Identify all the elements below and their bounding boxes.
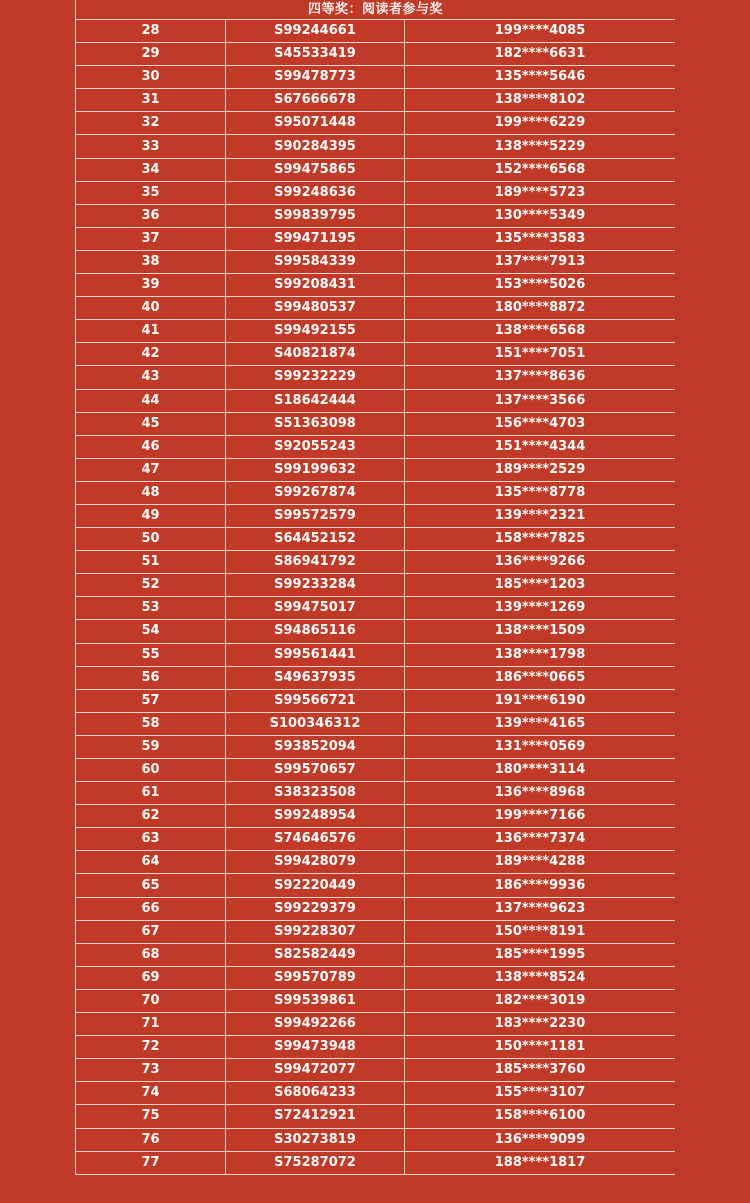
- phone-number-cell: 151****7051: [405, 343, 676, 366]
- row-number-cell: 39: [76, 274, 226, 297]
- row-number-cell: 40: [76, 297, 226, 320]
- table-row: [76, 874, 676, 897]
- member-id-cell: S51363098: [226, 412, 405, 435]
- member-id-cell: S92220449: [226, 874, 405, 897]
- phone-number-cell: 138****1509: [405, 620, 676, 643]
- phone-number-cell: 180****3114: [405, 759, 676, 782]
- phone-number-cell: 135****8778: [405, 481, 676, 504]
- phone-number-cell: 189****4288: [405, 851, 676, 874]
- row-number-cell: 73: [76, 1059, 226, 1082]
- row-number-cell: 28: [76, 20, 226, 43]
- phone-number-cell: 153****5026: [405, 274, 676, 297]
- phone-number-cell: 199****4085: [405, 20, 676, 43]
- phone-number-cell: 131****0569: [405, 735, 676, 758]
- member-id-cell: S99839795: [226, 204, 405, 227]
- phone-number-cell: 186****0665: [405, 666, 676, 689]
- table-row: [76, 227, 676, 250]
- row-number-cell: 67: [76, 920, 226, 943]
- member-id-cell: S90284395: [226, 135, 405, 158]
- member-id-cell: S99475865: [226, 158, 405, 181]
- member-id-cell: S49637935: [226, 666, 405, 689]
- member-id-cell: S99472077: [226, 1059, 405, 1082]
- row-number-cell: 41: [76, 320, 226, 343]
- phone-number-cell: 130****5349: [405, 204, 676, 227]
- table-row: [76, 851, 676, 874]
- table-row: [76, 666, 676, 689]
- table-row: [76, 435, 676, 458]
- table-row: [76, 250, 676, 273]
- row-number-cell: 63: [76, 828, 226, 851]
- row-number-cell: 54: [76, 620, 226, 643]
- table-row: [76, 782, 676, 805]
- table-row: [76, 20, 676, 43]
- phone-number-cell: 138****8102: [405, 89, 676, 112]
- row-number-cell: 33: [76, 135, 226, 158]
- table-row: [76, 1013, 676, 1036]
- table-row: [76, 920, 676, 943]
- row-number-cell: 43: [76, 366, 226, 389]
- row-number-cell: 64: [76, 851, 226, 874]
- member-id-cell: S99428079: [226, 851, 405, 874]
- member-id-cell: S82582449: [226, 943, 405, 966]
- member-id-cell: S99248954: [226, 805, 405, 828]
- table-row: [76, 759, 676, 782]
- phone-number-cell: 138****1798: [405, 643, 676, 666]
- member-id-cell: S99584339: [226, 250, 405, 273]
- table-row: [76, 643, 676, 666]
- member-id-cell: S99233284: [226, 574, 405, 597]
- phone-number-cell: 189****5723: [405, 181, 676, 204]
- table-row: [76, 712, 676, 735]
- row-number-cell: 36: [76, 204, 226, 227]
- table-row: [76, 1151, 676, 1174]
- phone-number-cell: 183****2230: [405, 1013, 676, 1036]
- member-id-cell: S75287072: [226, 1151, 405, 1174]
- table-row: [76, 458, 676, 481]
- member-id-cell: S40821874: [226, 343, 405, 366]
- table-row: [76, 1036, 676, 1059]
- row-number-cell: 72: [76, 1036, 226, 1059]
- row-number-cell: 45: [76, 412, 226, 435]
- table-row: [76, 551, 676, 574]
- phone-number-cell: 138****8524: [405, 966, 676, 989]
- member-id-cell: S86941792: [226, 551, 405, 574]
- phone-number-cell: 155****3107: [405, 1082, 676, 1105]
- table-row: [76, 1105, 676, 1128]
- phone-number-cell: 135****3583: [405, 227, 676, 250]
- member-id-cell: S99228307: [226, 920, 405, 943]
- row-number-cell: 49: [76, 504, 226, 527]
- table-row: [76, 112, 676, 135]
- phone-number-cell: 186****9936: [405, 874, 676, 897]
- row-number-cell: 50: [76, 528, 226, 551]
- row-number-cell: 31: [76, 89, 226, 112]
- phone-number-cell: 152****6568: [405, 158, 676, 181]
- row-number-cell: 30: [76, 66, 226, 89]
- table-row: [76, 989, 676, 1012]
- row-number-cell: 77: [76, 1151, 226, 1174]
- phone-number-cell: 138****5229: [405, 135, 676, 158]
- row-number-cell: 71: [76, 1013, 226, 1036]
- member-id-cell: S99248636: [226, 181, 405, 204]
- member-id-cell: S99570789: [226, 966, 405, 989]
- phone-number-cell: 189****2529: [405, 458, 676, 481]
- table-row: [76, 89, 676, 112]
- phone-number-cell: 185****1203: [405, 574, 676, 597]
- table-row: [76, 43, 676, 66]
- row-number-cell: 75: [76, 1105, 226, 1128]
- row-number-cell: 59: [76, 735, 226, 758]
- member-id-cell: S99566721: [226, 689, 405, 712]
- table-row: [76, 343, 676, 366]
- phone-number-cell: 137****3566: [405, 389, 676, 412]
- member-id-cell: S99473948: [226, 1036, 405, 1059]
- member-id-cell: S30273819: [226, 1128, 405, 1151]
- member-id-cell: S99478773: [226, 66, 405, 89]
- table-row: [76, 297, 676, 320]
- member-id-cell: S99471195: [226, 227, 405, 250]
- row-number-cell: 58: [76, 712, 226, 735]
- table-row: [76, 1059, 676, 1082]
- winners-table: [75, 0, 675, 1175]
- table-row: [76, 66, 676, 89]
- member-id-cell: S99492266: [226, 1013, 405, 1036]
- row-number-cell: 62: [76, 805, 226, 828]
- member-id-cell: S99229379: [226, 897, 405, 920]
- member-id-cell: S67666678: [226, 89, 405, 112]
- member-id-cell: S94865116: [226, 620, 405, 643]
- phone-number-cell: 182****6631: [405, 43, 676, 66]
- row-number-cell: 74: [76, 1082, 226, 1105]
- row-number-cell: 48: [76, 481, 226, 504]
- table-row: [76, 135, 676, 158]
- row-number-cell: 70: [76, 989, 226, 1012]
- member-id-cell: S18642444: [226, 389, 405, 412]
- member-id-cell: S45533419: [226, 43, 405, 66]
- table-row: [76, 274, 676, 297]
- row-number-cell: 34: [76, 158, 226, 181]
- row-number-cell: 32: [76, 112, 226, 135]
- row-number-cell: 37: [76, 227, 226, 250]
- table-row: [76, 689, 676, 712]
- member-id-cell: S99539861: [226, 989, 405, 1012]
- row-number-cell: 61: [76, 782, 226, 805]
- member-id-cell: S64452152: [226, 528, 405, 551]
- phone-number-cell: 138****6568: [405, 320, 676, 343]
- table-row: [76, 620, 676, 643]
- member-id-cell: S99570657: [226, 759, 405, 782]
- table-row: [76, 943, 676, 966]
- prize-tier-title: 四等奖：阅读者参与奖: [76, 0, 676, 20]
- phone-number-cell: 136****7374: [405, 828, 676, 851]
- table-row: [76, 574, 676, 597]
- table-row: [76, 181, 676, 204]
- table-row: [76, 597, 676, 620]
- table-row: [76, 828, 676, 851]
- row-number-cell: 60: [76, 759, 226, 782]
- table-row: [76, 204, 676, 227]
- phone-number-cell: 188****1817: [405, 1151, 676, 1174]
- row-number-cell: 46: [76, 435, 226, 458]
- table-row: [76, 966, 676, 989]
- phone-number-cell: 150****8191: [405, 920, 676, 943]
- phone-number-cell: 139****1269: [405, 597, 676, 620]
- phone-number-cell: 135****5646: [405, 66, 676, 89]
- member-id-cell: S99244661: [226, 20, 405, 43]
- table-row: [76, 805, 676, 828]
- table-row: [76, 366, 676, 389]
- table-row: [76, 412, 676, 435]
- table-row: [76, 528, 676, 551]
- table-row: [76, 158, 676, 181]
- table-caption-row: [76, 0, 676, 20]
- row-number-cell: 44: [76, 389, 226, 412]
- phone-number-cell: 199****7166: [405, 805, 676, 828]
- table-row: [76, 735, 676, 758]
- phone-number-cell: 199****6229: [405, 112, 676, 135]
- row-number-cell: 29: [76, 43, 226, 66]
- row-number-cell: 55: [76, 643, 226, 666]
- phone-number-cell: 137****8636: [405, 366, 676, 389]
- member-id-cell: S99572579: [226, 504, 405, 527]
- member-id-cell: S72412921: [226, 1105, 405, 1128]
- row-number-cell: 68: [76, 943, 226, 966]
- row-number-cell: 52: [76, 574, 226, 597]
- row-number-cell: 56: [76, 666, 226, 689]
- table-row: [76, 389, 676, 412]
- member-id-cell: S99480537: [226, 297, 405, 320]
- phone-number-cell: 151****4344: [405, 435, 676, 458]
- phone-number-cell: 156****4703: [405, 412, 676, 435]
- row-number-cell: 51: [76, 551, 226, 574]
- table-row: [76, 320, 676, 343]
- phone-number-cell: 150****1181: [405, 1036, 676, 1059]
- member-id-cell: S99199632: [226, 458, 405, 481]
- member-id-cell: S99267874: [226, 481, 405, 504]
- phone-number-cell: 136****8968: [405, 782, 676, 805]
- phone-number-cell: 185****3760: [405, 1059, 676, 1082]
- row-number-cell: 53: [76, 597, 226, 620]
- phone-number-cell: 182****3019: [405, 989, 676, 1012]
- winners-panel: [75, 0, 675, 1203]
- phone-number-cell: 137****7913: [405, 250, 676, 273]
- row-number-cell: 65: [76, 874, 226, 897]
- member-id-cell: S99475017: [226, 597, 405, 620]
- phone-number-cell: 191****6190: [405, 689, 676, 712]
- member-id-cell: S68064233: [226, 1082, 405, 1105]
- phone-number-cell: 139****2321: [405, 504, 676, 527]
- table-row: [76, 481, 676, 504]
- row-number-cell: 42: [76, 343, 226, 366]
- phone-number-cell: 185****1995: [405, 943, 676, 966]
- phone-number-cell: 136****9266: [405, 551, 676, 574]
- member-id-cell: S99561441: [226, 643, 405, 666]
- phone-number-cell: 136****9099: [405, 1128, 676, 1151]
- row-number-cell: 76: [76, 1128, 226, 1151]
- phone-number-cell: 158****7825: [405, 528, 676, 551]
- table-row: [76, 897, 676, 920]
- member-id-cell: S38323508: [226, 782, 405, 805]
- member-id-cell: S99208431: [226, 274, 405, 297]
- member-id-cell: S74646576: [226, 828, 405, 851]
- phone-number-cell: 137****9623: [405, 897, 676, 920]
- phone-number-cell: 158****6100: [405, 1105, 676, 1128]
- table-row: [76, 1082, 676, 1105]
- member-id-cell: S95071448: [226, 112, 405, 135]
- member-id-cell: S99492155: [226, 320, 405, 343]
- row-number-cell: 66: [76, 897, 226, 920]
- member-id-cell: S92055243: [226, 435, 405, 458]
- table-row: [76, 1128, 676, 1151]
- table-row: [76, 504, 676, 527]
- member-id-cell: S93852094: [226, 735, 405, 758]
- row-number-cell: 38: [76, 250, 226, 273]
- phone-number-cell: 180****8872: [405, 297, 676, 320]
- row-number-cell: 47: [76, 458, 226, 481]
- member-id-cell: S100346312: [226, 712, 405, 735]
- row-number-cell: 35: [76, 181, 226, 204]
- row-number-cell: 57: [76, 689, 226, 712]
- row-number-cell: 69: [76, 966, 226, 989]
- member-id-cell: S99232229: [226, 366, 405, 389]
- phone-number-cell: 139****4165: [405, 712, 676, 735]
